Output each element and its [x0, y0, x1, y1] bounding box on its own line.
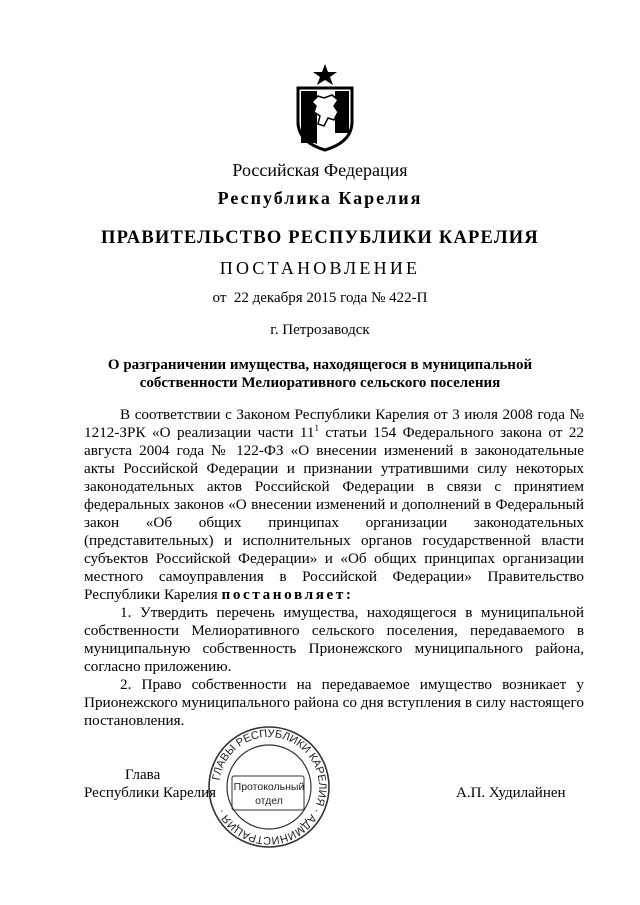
part-superscript: 1 [314, 422, 320, 433]
document-body [84, 406, 584, 730]
document-date-number: от 22 декабря 2015 года № 422-П [212, 290, 428, 306]
title-line-2: собственности Мелиоративного сельского поселения [139, 375, 501, 391]
document-type: ПОСТАНОВЛЕНИЕ [219, 258, 421, 278]
preamble-text-b: статьи 154 Федерального закона от 22 августа 2004 года № 122-ФЗ «О внесении изменений в законодательные акты Российской Федерации и признании утратившими силу некоторых законодательных актов Российской Федерации в связи с принятием федеральных законов «О внесении изменений и дополнений в Федеральный закон «Об общих принципах организации законодательных (представительных) и исполнительных органов государственной власти субъектов Российской Федерации» и «Об общих принципах организации местного самоуправления в Российской Федерации» Правительство Республики Карелия [84, 424, 584, 603]
republic-name: Республика Карелия [217, 188, 423, 208]
decree-word: постановляет: [221, 586, 354, 603]
clause-2-paragraph: 2. Право собственности на передаваемое имущество возникает у Прионежского муниципального района со дня вступления в силу настоящего постановления. [84, 676, 584, 729]
preamble-text-a: В соответствии с Законом Республики Карелия от 3 июля 2008 года № 1212-ЗРК «О реализации части 11 [84, 406, 584, 441]
karelia-coat-of-arms-icon [294, 62, 356, 152]
stamp-ring-text: ГЛАВЫ РЕСПУБЛИКИ КАРЕЛИЯ · АДМИНИСТРАЦИЯ · [210, 727, 329, 847]
preamble-paragraph [84, 406, 584, 604]
title-line-1: О разграничении имущества, находящегося в муниципальной [107, 357, 533, 373]
signature-region: Республики Карелия [84, 785, 217, 801]
stamp-inner-line-2: отдел [255, 795, 283, 807]
signatory-name: А.П. Худилайнен [456, 785, 566, 801]
clause-1-paragraph: 1. Утвердить перечень имущества, находящегося в муниципальной собственности Мелиоративного сельского поселения, передаваемого в муниципальную собственность Прионежского муниципального района, согласно приложению. [84, 604, 584, 675]
protocol-department-stamp [206, 724, 332, 850]
government-name: ПРАВИТЕЛЬСТВО РЕСПУБЛИКИ КАРЕЛИЯ [101, 228, 539, 248]
document-title [60, 356, 580, 392]
city-name: г. Петрозаводск [270, 322, 370, 338]
stamp-inner-line-1: Протокольный [233, 781, 305, 793]
country-name: Российская Федерация [232, 160, 408, 180]
signature-title: Глава [125, 767, 161, 783]
